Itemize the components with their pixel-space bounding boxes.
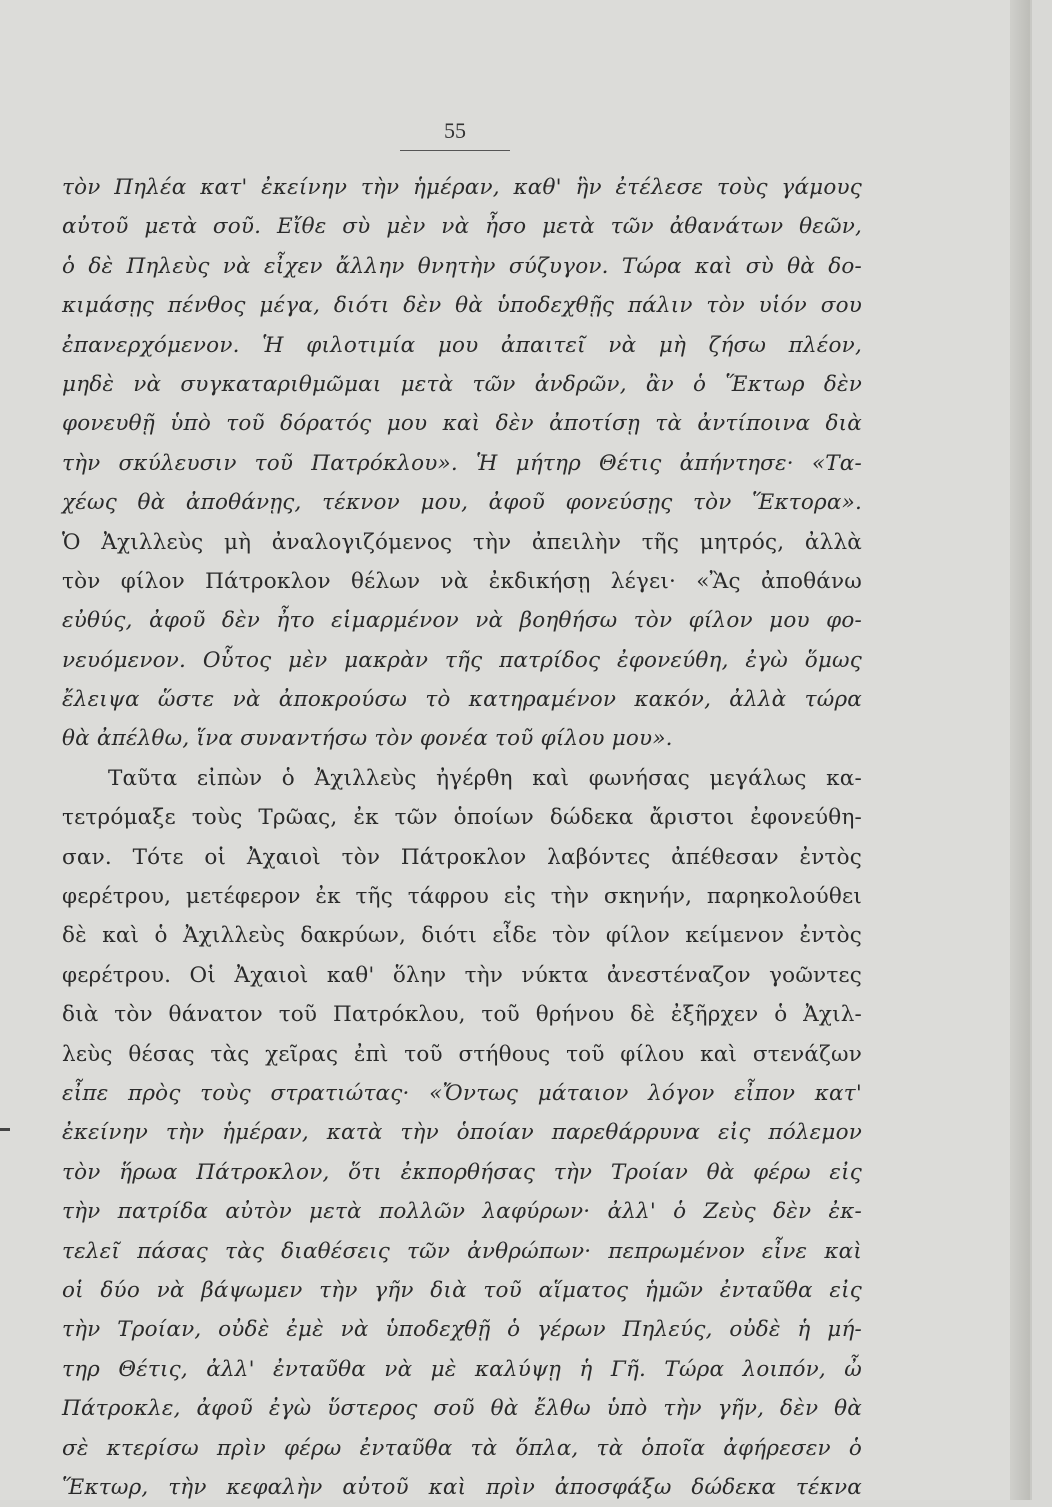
text-line: Ὁ Ἀχιλλεὺς μὴ ἀναλογιζόμενος τὴν ἀπειλὴν τῆς μητρός, ἀλλὰ	[62, 529, 862, 555]
text-line: ἔλειψα ὥστε νὰ ἀποκρούσω τὸ κατηραμένον κακόν, ἀλλὰ τώρα	[62, 687, 862, 713]
text-line: μηδὲ νὰ συγκαταριθμῶμαι μετὰ τῶν ἀνδρῶν, ἂν ὁ Ἕκτωρ δὲν	[62, 371, 862, 397]
text-line: θὰ ἀπέλθω, ἵνα συναντήσω τὸν φονέα τοῦ φίλου μου».	[62, 726, 673, 752]
text-line: εὐθύς, ἀφοῦ δὲν ἦτο εἱμαρμένον νὰ βοηθήσω τὸν φίλον μου φο-	[62, 608, 862, 634]
text-line: τετρόμαξε τοὺς Τρῶας, ἐκ τῶν ὁποίων δώδεκα ἄριστοι ἐφονεύθη-	[62, 805, 862, 831]
text-line: χέως θὰ ἀποθάνῃς, τέκνον μου, ἀφοῦ φονεύσῃς τὸν Ἕκτορα».	[62, 490, 862, 516]
text-line: τὸν Πηλέα κατ' ἐκείνην τὴν ἡμέραν, καθ' ἣν ἐτέλεσε τοὺς γάμους	[62, 175, 862, 200]
page-number: 55	[444, 118, 466, 143]
text-line: σὲ κτερίσω πρὶν φέρω ἐνταῦθα τὰ ὅπλα, τὰ ὁποῖα ἀφήρεσεν ὁ	[62, 1435, 862, 1461]
text-line: κιμάσῃς πένθος μέγα, διότι δὲν θὰ ὑποδεχθῇς πάλιν τὸν υἱόν σου	[62, 293, 862, 319]
text-line: τηρ Θέτις, ἀλλ' ἐνταῦθα νὰ μὲ καλύψῃ ἡ Γῆ. Τώρα λοιπόν, ὦ	[62, 1356, 862, 1382]
text-line: αὐτοῦ μετὰ σοῦ. Εἴθε σὺ μὲν νὰ ἦσο μετὰ τῶν ἀθανάτων θεῶν,	[62, 214, 862, 240]
text-line: Ταῦτα εἰπὼν ὁ Ἀχιλλεὺς ἠγέρθη καὶ φωνήσας μεγάλως κα-	[108, 765, 862, 791]
text-line: ἐκείνην τὴν ἡμέραν, κατὰ τὴν ὁποίαν παρεθάρρυνα εἰς πόλεμον	[62, 1120, 862, 1146]
text-line: διὰ τὸν θάνατον τοῦ Πατρόκλου, τοῦ θρήνου δὲ ἐξῆρχεν ὁ Ἀχιλ-	[62, 1002, 862, 1028]
text-line: τὴν πατρίδα αὐτὸν μετὰ πολλῶν λαφύρων· ἀλλ' ὁ Ζεὺς δὲν ἐκ-	[62, 1199, 862, 1225]
text-line: τὴν σκύλευσιν τοῦ Πατρόκλου». Ἡ μήτηρ Θέτις ἀπήντησε· «Τα-	[62, 450, 862, 476]
page-edge	[1010, 0, 1030, 1500]
text-line: τελεῖ πάσας τὰς διαθέσεις τῶν ἀνθρώπων· πεπρωμένον εἶνε καὶ	[62, 1238, 862, 1264]
text-line: φονευθῇ ὑπὸ τοῦ δόρατός μου καὶ δὲν ἀποτίσῃ τὰ ἀντίποινα διὰ	[62, 411, 862, 437]
text-line: Πάτροκλε, ἀφοῦ ἐγὼ ὕστερος σοῦ θὰ ἔλθω ὑπὸ τὴν γῆν, δὲν θὰ	[62, 1396, 862, 1422]
page-number-rule	[400, 150, 510, 151]
text-line: Ἕκτωρ, τὴν κεφαλὴν αὐτοῦ καὶ πρὶν ἀποσφάξω δώδεκα τέκνα	[62, 1474, 862, 1500]
body-text	[62, 168, 862, 1507]
text-line: σαν. Τότε οἱ Ἀχαιοὶ τὸν Πάτροκλον λαβόντες ἀπέθεσαν ἐντὸς	[62, 844, 862, 870]
text-line: ὁ δὲ Πηλεὺς νὰ εἶχεν ἄλλην θνητὴν σύζυγον. Τώρα καὶ σὺ θὰ δο-	[62, 253, 862, 279]
text-line: οἱ δύο νὰ βάψωμεν τὴν γῆν διὰ τοῦ αἵματος ἡμῶν ἐνταῦθα εἰς	[62, 1277, 862, 1303]
text-line: ἐπανερχόμενον. Ἡ φιλοτιμία μου ἀπαιτεῖ νὰ μὴ ζήσω πλέον,	[62, 332, 862, 358]
text-line: φερέτρου. Οἱ Ἀχαιοὶ καθ' ὅλην τὴν νύκτα ἀνεστέναζον γοῶντες	[62, 962, 862, 988]
text-line: νευόμενον. Οὗτος μὲν μακρὰν τῆς πατρίδος ἐφονεύθη, ἐγὼ ὅμως	[62, 647, 862, 673]
text-line: λεὺς θέσας τὰς χεῖρας ἐπὶ τοῦ στήθους τοῦ φίλου καὶ στενάζων	[62, 1041, 862, 1067]
text-line: τὴν Τροίαν, οὐδὲ ἐμὲ νὰ ὑποδεχθῇ ὁ γέρων Πηλεύς, οὐδὲ ἡ μή-	[62, 1317, 862, 1343]
text-line: δὲ καὶ ὁ Ἀχιλλεὺς δακρύων, διότι εἶδε τὸν φίλον κείμενον ἐντὸς	[62, 923, 862, 949]
margin-mark	[0, 1128, 10, 1131]
text-line: τὸν ἥρωα Πάτροκλον, ὅτι ἐκπορθήσας τὴν Τροίαν θὰ φέρω εἰς	[62, 1159, 862, 1185]
text-line: φερέτρου, μετέφερον ἐκ τῆς τάφρου εἰς τὴν σκηνήν, παρηκολούθει	[62, 884, 862, 910]
text-line: εἶπε πρὸς τοὺς στρατιώτας· «Ὄντως μάταιον λόγον εἶπον κατ'	[62, 1080, 862, 1106]
text-line: τὸν φίλον Πάτροκλον θέλων νὰ ἐκδικήσῃ λέγει· «Ἂς ἀποθάνω	[62, 568, 862, 594]
